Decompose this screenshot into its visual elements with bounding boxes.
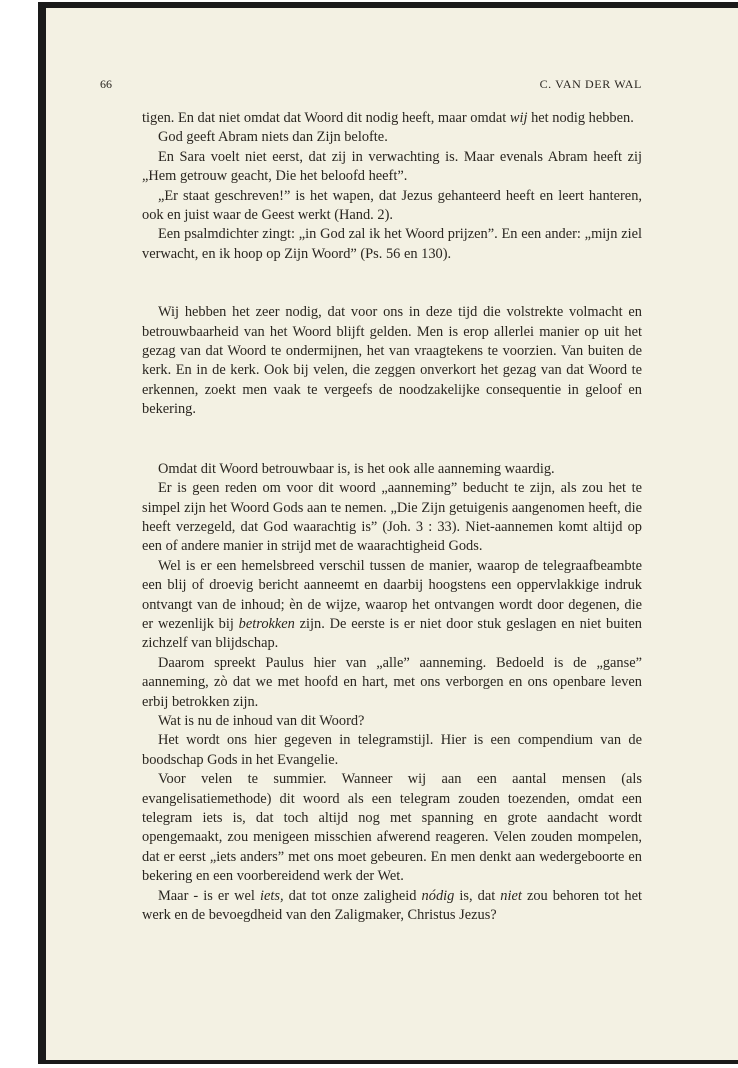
paragraph: Voor velen te summier. Wanneer wij aan een aantal mensen (als evangelisatiemethode) dit woord als een telegram zouden toezenden, omdat een telegram iets is, dat toch altijd nog met spanning en grote aandacht wordt opengemaakt, zou menigeen misschien afwerend reageren. Velen zouden mompelen, dat er eerst „iets anders” met ons moet gebeuren. En men denkt aan wedergeboorte en bekering en een voorbereidend werk der Wet. [142, 771, 642, 885]
paragraph: Een psalmdichter zingt: „in God zal ik het Woord prijzen”. En een ander: „mijn ziel verwacht, en ik hoop op Zijn Woord” (Ps. 56 en 130). [142, 226, 642, 262]
paragraph: God geeft Abram niets dan Zijn belofte. [158, 129, 388, 146]
text-run: Maar - is er wel [158, 887, 255, 904]
scan-border-bottom [38, 1060, 738, 1064]
text-run: dat tot onze zaligheid [288, 887, 417, 904]
running-title: C. VAN DER WAL [539, 77, 642, 91]
section-break [142, 420, 642, 460]
paragraph [142, 887, 642, 926]
page-number: 66 [100, 77, 112, 91]
text-run: tigen. En dat niet omdat dat Woord dit nodig heeft, maar omdat [142, 110, 507, 126]
emphasis: iets, [259, 887, 284, 904]
paragraph: Omdat dit Woord betrouwbaar is, is het ook alle aanneming waardig. [158, 460, 555, 477]
paragraph: Daarom spreekt Paulus hier van „alle” aanneming. Bedoeld is de „ganse” aanneming, zò dat we met hoofd en hart, met ons verborgen en ons openbare leven erbij betrokken zijn. [142, 654, 642, 710]
text-run: zou behoren tot het werk en de bevoegdheid van den Zaligmaker, Christus Jezus? [142, 887, 642, 924]
page-body [142, 109, 642, 925]
page-header [100, 77, 642, 95]
paragraph: Er is geen reden om voor dit woord „aanneming” beducht te zijn, als zou het te simpel zijn het Woord Gods aan te nemen. „Die Zijn getuigenis aangenomen heeft, die heeft verzegeld, dat God waarachtig is” (Joh. 3 : 33). Niet-aannemen komt altijd op een of andere manier in strijd met de waarachtigheid Gods. [142, 480, 642, 555]
emphasis: wij [509, 110, 528, 126]
text-run: is, dat [459, 887, 496, 904]
paragraph: Wij hebben het zeer nodig, dat voor ons in deze tijd die volstrekte volmacht en betrouwbaarheid van het Woord blijft gelden. Men is erop allerlei manier op uit het gezag van dat Woord te ondermijnen, het van vraagtekens te voorzien. Van buiten de kerk. En in de kerk. Ook bij velen, die zeggen onverkort het gezag van dat Woord te erkennen, zoekt men vaak te vergeefs de noodzakelijke consequentie in geloof en bekering. [142, 304, 642, 418]
emphasis: betrokken [238, 615, 295, 632]
paragraph: En Sara voelt niet eerst, dat zij in verwachting is. Maar evenals Abram heeft zij „Hem getrouw geacht, Die het beloofd heeft”. [142, 148, 642, 185]
paragraph [142, 557, 642, 654]
emphasis: nódig [421, 887, 455, 904]
scan-border-left [38, 2, 46, 1064]
emphasis: niet [500, 887, 522, 904]
paragraph: Wat is nu de inhoud van dit Woord? [158, 712, 365, 729]
text-run: zijn. De eerste is er niet door stuk geslagen en niet buiten zichzelf van blijdschap. [142, 615, 642, 652]
text-run: Wel is er een hemelsbreed verschil tussen de manier, waarop de telegraafbeambte een blij of droevig bericht aanneemt en daarbij hoogstens een oppervlakkige indruk ontvangt van de inhoud; èn de wijze, waarop het ontvangen wordt door degenen, die er wezenlijk bij [142, 557, 642, 632]
paragraph [142, 109, 642, 128]
paragraph: „Er staat geschreven!” is het wapen, dat Jezus gehanteerd heeft en leert hanteren, ook en juist waar de Geest werkt (Hand. 2). [142, 187, 642, 224]
text-run: het nodig hebben. [531, 110, 634, 126]
paragraph: Het wordt ons hier gegeven in telegramstijl. Hier is een compendium van de boodschap Gods in het Evangelie. [142, 732, 642, 768]
section-break [142, 264, 642, 303]
